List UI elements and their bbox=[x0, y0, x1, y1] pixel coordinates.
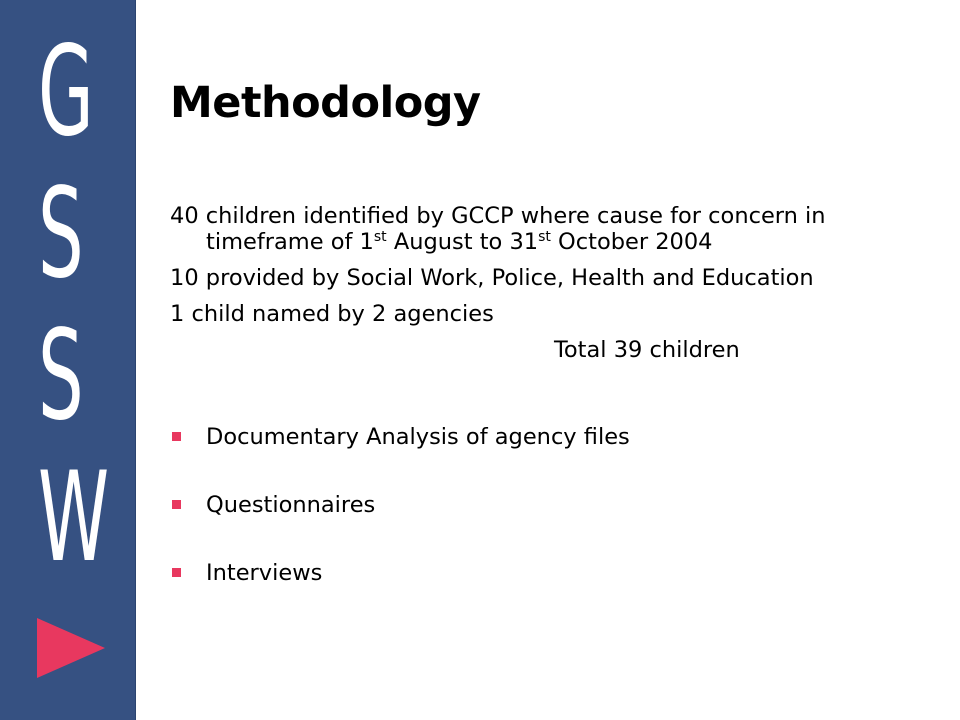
paragraph-children-identified bbox=[170, 203, 910, 255]
paragraph-text: 40 children identified by GCCP where cause for concern in timeframe of 1 bbox=[170, 203, 826, 255]
paragraph-text: October 2004 bbox=[550, 229, 713, 255]
slide-title: Methodology bbox=[170, 78, 481, 128]
method-list bbox=[170, 424, 630, 628]
sidebar-logo-bar bbox=[0, 0, 136, 720]
ordinal-suffix: st bbox=[538, 229, 551, 245]
paragraph-named-by-agencies: 1 child named by 2 agencies bbox=[170, 301, 494, 327]
total-children: Total 39 children bbox=[554, 337, 740, 363]
logo-letter-w: W bbox=[38, 446, 110, 590]
list-item bbox=[170, 424, 630, 450]
paragraph-provided-by: 10 provided by Social Work, Police, Health and Education bbox=[170, 265, 814, 291]
ordinal-suffix: st bbox=[373, 229, 387, 245]
logo-letter-g: G bbox=[38, 20, 94, 164]
list-item-label: Questionnaires bbox=[206, 492, 376, 518]
list-item bbox=[170, 560, 630, 586]
logo-letter-s: S bbox=[38, 304, 84, 448]
list-item-label: Documentary Analysis of agency files bbox=[206, 424, 630, 450]
square-bullet-icon bbox=[172, 500, 181, 509]
list-item bbox=[170, 492, 630, 518]
play-arrow-icon bbox=[37, 618, 105, 678]
paragraph-text: August to 31 bbox=[386, 229, 539, 255]
list-item-label: Interviews bbox=[206, 560, 323, 586]
slide-body bbox=[170, 203, 910, 363]
square-bullet-icon bbox=[172, 432, 181, 441]
logo-letter-s: S bbox=[38, 162, 84, 306]
square-bullet-icon bbox=[172, 568, 181, 577]
